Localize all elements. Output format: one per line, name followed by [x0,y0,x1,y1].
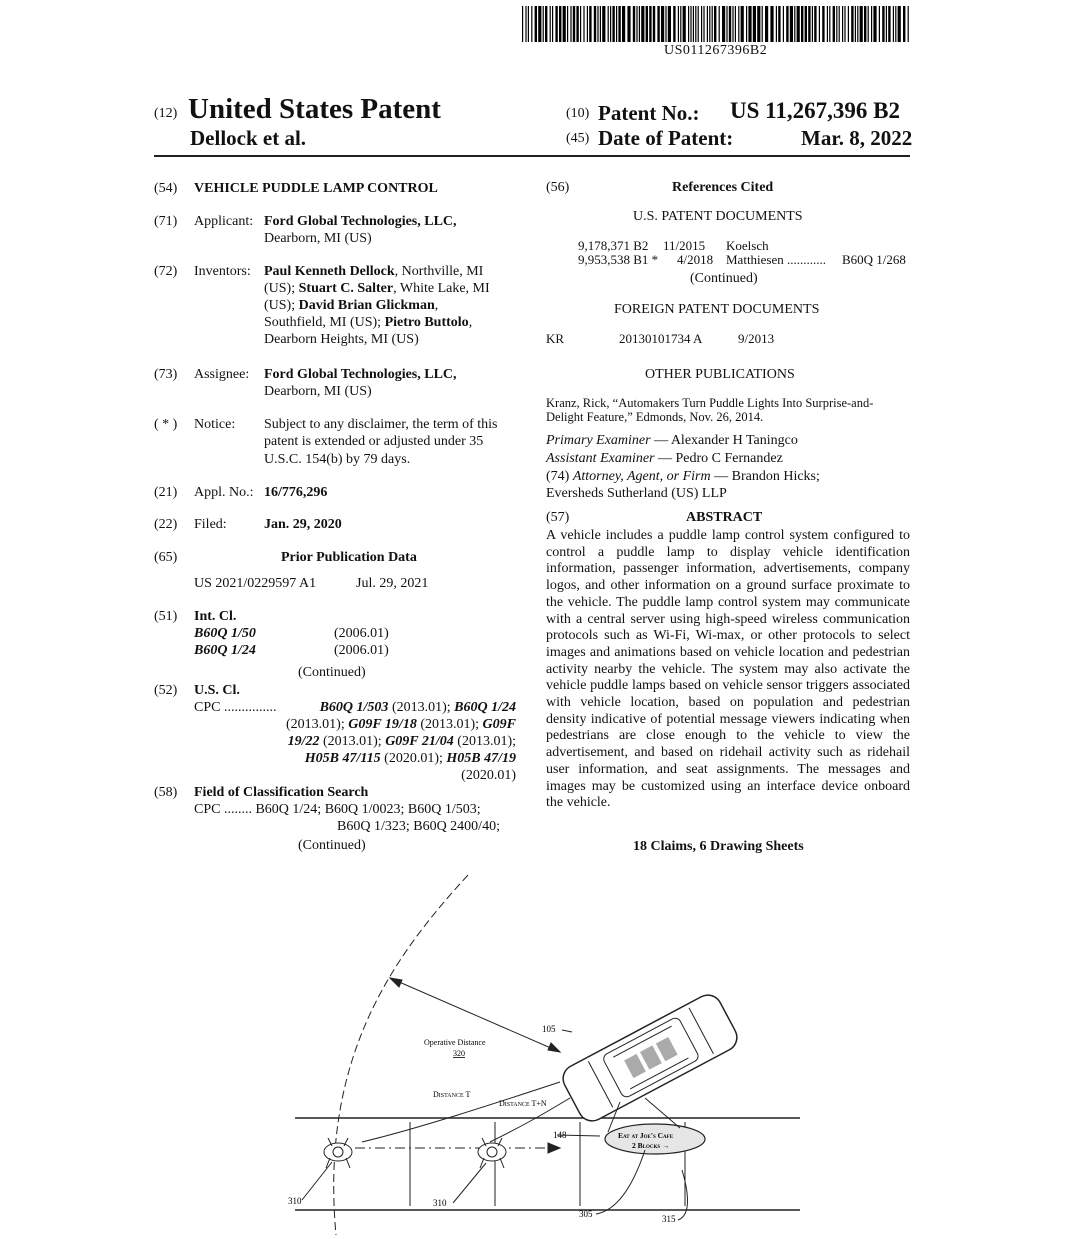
barcode-bar [698,6,699,42]
inventors-list [264,263,524,348]
barcode-bar [707,6,708,42]
assignee-label: Assignee: [194,367,250,382]
barcode-bar [808,6,810,42]
code-54: (54) [154,181,178,196]
barcode-bar [589,6,591,42]
us-doc-2-number: 9,953,538 B1 * [578,252,659,267]
barcode-bar [732,6,733,42]
barcode-bar [525,6,526,42]
label-310-b: 310 [433,1198,447,1208]
barcode-bar [786,6,788,42]
barcode-number: US011267396B2 [664,43,768,58]
notice-label: Notice: [194,417,236,432]
other-pub-line-1: Kranz, Rick, “Automakers Turn Puddle Lights Into Surprise-and- [546,396,874,410]
barcode-bar [678,6,679,42]
primary-examiner-name: — Alexander H Taningco [650,433,798,448]
us-cl-list [258,699,516,784]
us-cl-class: B60Q 1/24 [454,700,516,715]
barcode-bar [719,6,720,42]
barcode-bar [683,6,686,42]
assignee-name: Ford Global Technologies, LLC, [264,367,457,382]
barcode-bar [848,6,849,42]
invention-title: VEHICLE PUDDLE LAMP CONTROL [194,181,438,196]
barcode-bar [602,6,605,42]
barcode-bar [641,6,644,42]
appl-no: 16/776,296 [264,485,328,500]
vehicle [558,990,742,1126]
int-cl-2-version: (2006.01) [334,643,389,658]
barcode-bar [665,6,666,42]
us-doc-2-name: Matthiesen ............ [726,252,827,267]
barcode-bar [844,6,845,42]
patent-date: Mar. 8, 2022 [801,126,913,150]
barcode-bar [649,6,651,42]
code-22: (22) [154,517,178,532]
us-cl-line [258,699,516,716]
barcode-bar [600,6,601,42]
pedestrian-1-head [333,1147,343,1157]
us-cl-version: (2013.01); [319,734,386,749]
barcode-bar [783,6,784,42]
code-72: (72) [154,264,178,279]
appl-no-label: Appl. No.: [194,485,254,500]
inventor-name: Paul Kenneth Dellock [264,264,395,279]
barcode-bar [757,6,760,42]
barcode-bar [714,6,716,42]
assistant-examiner-name: — Pedro C Fernandez [654,451,783,466]
us-cl-version: (2020.01) [461,768,516,783]
barcode-bar [765,6,768,42]
barcode-bar [762,6,763,42]
barcode-bar [528,6,529,42]
us-cl-version: (2013.01); [453,734,516,749]
inventor-name: David Brian Glickman [298,298,435,313]
us-doc-2-class: B60Q 1/268 [842,252,906,267]
barcode-bar [610,6,611,42]
prior-pub-date: Jul. 29, 2021 [356,576,429,591]
code-51: (51) [154,609,178,624]
applicant-location: Dearborn, MI (US) [264,231,372,246]
sign-line-2: 2 Blocks → [632,1141,670,1150]
label-148: 148 [553,1130,567,1140]
patent-no-label: Patent No.: [598,101,700,125]
barcode-bar [639,6,640,42]
barcode-bar [701,6,702,42]
code-45: (45) [566,131,590,146]
date-label: Date of Patent: [598,126,734,150]
inventor-location: , [468,315,473,330]
barcode-bar [703,6,704,42]
barcode-bar [770,6,773,42]
barcode-bar [726,6,727,42]
barcode-bar [879,6,880,42]
label-105: 105 [542,1024,556,1034]
attorney-firm: Eversheds Sutherland (US) LLP [546,486,727,501]
us-doc-2-date: 4/2018 [677,252,714,267]
barcode-bar [778,6,780,42]
filed-date: Jan. 29, 2020 [264,517,342,532]
leader-310a [302,1162,332,1200]
us-cl-version: (2020.01); [380,751,447,766]
barcode-bar [903,6,905,42]
distance-tn-label: Distance T+N [499,1099,547,1108]
barcode-bar [570,6,571,42]
int-cl-1: B60Q 1/50 [194,626,256,641]
barcode-bar [627,6,630,42]
barcode-bar [633,6,635,42]
label-315: 315 [662,1214,676,1224]
barcode-bar [608,6,609,42]
patent-title: United States Patent [188,93,441,125]
foreign-number: 20130101734 A [619,331,703,346]
us-cl-class: G09F 21/04 [385,734,454,749]
barcode-bar [827,6,828,42]
notice-line-1: Subject to any disclaimer, the term of this [264,417,498,432]
front-page-figure [240,870,860,1235]
barcode-bar [873,6,876,42]
leader-105 [562,1030,572,1032]
barcode-bar [563,6,566,42]
notice-line-3: U.S.C. 154(b) by 79 days. [264,452,411,467]
barcode-bar [567,6,568,42]
barcode-bar [543,6,544,42]
inventors-line [264,314,524,331]
label-320: 320 [453,1049,465,1058]
barcode-bar [580,6,581,42]
barcode-bar [822,6,824,42]
barcode-bar [636,6,637,42]
barcode-bar [594,6,596,42]
other-pub-line-2: Delight Feature,” Edmonds, Nov. 26, 2014. [546,410,764,424]
barcode-bar [868,6,869,42]
us-docs-continued: (Continued) [690,271,758,286]
notice-line-2: patent is extended or adjusted under 35 [264,434,484,449]
barcode-bar [612,6,614,42]
inventor-name: Pietro Buttolo [384,315,469,330]
barcode-bar [738,6,739,42]
barcode-bar [748,6,751,42]
barcode-bar [622,6,625,42]
barcode-bar [657,6,659,42]
claims-summary: 18 Claims, 6 Drawing Sheets [633,839,804,854]
us-cl-line [258,716,516,733]
barcode-bar [801,6,803,42]
primary-examiner [546,432,798,449]
barcode-bar [860,6,863,42]
barcode-bar [871,6,872,42]
arrow-tail [548,1043,560,1052]
barcode-bar [550,6,551,42]
barcode-bar [833,6,835,42]
barcode-bar [545,6,547,42]
code-12: (12) [154,106,178,121]
code-56: (56) [546,180,570,195]
leader-310b [453,1163,486,1203]
applicant-label: Applicant: [194,214,254,229]
leader-315 [678,1170,688,1220]
attorney [546,468,820,485]
barcode-bar [776,6,777,42]
us-cl-class: 19/22 [287,734,320,749]
barcode-bar [819,6,820,42]
sign-line-1: Eat at Joe's Cafe [618,1131,674,1140]
pedestrian-2 [478,1138,506,1168]
foreign-heading: FOREIGN PATENT DOCUMENTS [614,302,820,317]
code-57: (57) [546,510,570,525]
leader-305 [596,1150,645,1214]
foreign-country: KR [546,331,565,346]
us-cl-version: (2013.01); [416,717,483,732]
us-cl-line [258,767,516,784]
code-73: (73) [154,367,178,382]
barcode-bar [690,6,691,42]
pedestrian-1 [324,1138,352,1168]
barcode-bar [673,6,675,42]
barcode-bar [741,6,744,42]
applicant-name: Ford Global Technologies, LLC, [264,214,457,229]
barcode-bar [908,6,909,42]
barcode-bar [573,6,575,42]
barcode-bar [559,6,561,42]
primary-examiner-label: Primary Examiner [546,433,651,448]
int-cl-continued: (Continued) [298,665,366,680]
us-doc-1-date: 11/2015 [663,238,706,253]
barcode-bar [668,6,671,42]
walking-arrow [548,1143,560,1153]
inventors-line [264,263,524,280]
operative-range-arc [334,875,471,1235]
inventor-location: , Northville, MI [394,264,484,279]
inventor-location: (US); [264,298,299,313]
barcode-bar [722,6,725,42]
us-docs-heading: U.S. PATENT DOCUMENTS [633,209,803,224]
inventors-line [264,280,524,297]
header-rule [154,155,910,157]
barcode-bar [753,6,756,42]
abstract-text: A vehicle includes a puddle lamp control system configured to control a puddle lamp to display vehicle identification information, passenger information, advertisements, company logos, and other information on a ground surface proximate to the vehicle. The puddle lamp control system may communicate with a central server using high-speed wireless communication protocols such as Wi-Fi, Wi-max, or other protocols to select images and animations based on vehicle location and pedestrian activity nearby the vehicle. The system may also activate the vehicle puddle lamps based on vehicle sensor triggers associated with vehicle location, based on population and pedestrian density indicative of potential message viewers indicating when pedestrians are close enough to the vehicle to view the advertisement, and based on ridehail activity such as ridehail user information, and seat assignments. The messages and images may be customized using an interface device onboard the vehicle. [546,528,910,811]
inventor-location: (US); [264,281,299,296]
inventors-line [264,297,524,314]
attorney-name: — Brandon Hicks; [710,469,820,484]
us-cl-class: G09F [482,717,516,732]
us-cl-class: H05B 47/19 [446,751,516,766]
inventor-name: Stuart C. Salter [298,281,394,296]
barcode-bar [735,6,736,42]
us-cl-heading: U.S. Cl. [194,683,240,698]
barcode-bar [836,6,837,42]
barcode-bar [790,6,793,42]
code-71: (71) [154,214,178,229]
barcode-bar [729,6,731,42]
barcode-bar [814,6,816,42]
field-search-heading: Field of Classification Search [194,785,369,800]
barcode-bar [538,6,541,42]
barcode-bar [695,6,696,42]
other-pub-heading: OTHER PUBLICATIONS [645,367,795,382]
barcode-bar [812,6,813,42]
field-search-line-2: B60Q 1/323; B60Q 2400/40; [337,819,500,834]
filed-label: Filed: [194,517,227,532]
barcode-bar [693,6,694,42]
inventor-location: , [434,298,439,313]
barcode-bar [855,6,856,42]
notice-code: ( * ) [154,417,178,432]
inventor-location: Dearborn Heights, MI (US) [264,332,419,347]
barcode-bar [709,6,710,42]
us-cl-cpc-label: CPC ............... [194,700,277,715]
barcode-bar [864,6,866,42]
barcode-bar [893,6,894,42]
label-310-a: 310 [288,1196,302,1206]
code-21: (21) [154,485,178,500]
inventor-location: Southfield, MI (US); [264,315,385,330]
field-search-continued: (Continued) [298,838,366,853]
field-search-cpc: CPC ........ B60Q 1/24; B60Q 1/0023; B60Q 1/503; [194,802,481,817]
code-58: (58) [154,785,178,800]
label-305: 305 [579,1209,593,1219]
code-65: (65) [154,550,178,565]
us-cl-class: H05B 47/115 [304,751,381,766]
barcode-bar [794,6,795,42]
us-cl-line [258,733,516,750]
us-cl-class: G09F 19/18 [348,717,417,732]
barcode-bar [531,6,532,42]
int-cl-2: B60Q 1/24 [194,643,256,658]
barcode-bar [895,6,896,42]
int-cl-1-version: (2006.01) [334,626,389,641]
abstract-heading: ABSTRACT [686,510,763,525]
barcode-bar [576,6,578,42]
pedestrian-2-head [487,1147,497,1157]
barcode-bar [839,6,840,42]
barcode-bar [805,6,807,42]
barcode-bar [535,6,537,42]
barcode-bar [712,6,713,42]
us-cl-class: B60Q 1/503 [319,700,389,715]
barcode-bar [886,6,887,42]
inventors-line [264,331,524,348]
operative-distance-label: Operative Distance [424,1038,486,1047]
barcode-bar [680,6,681,42]
barcode-bar [522,6,523,42]
assignee-location: Dearborn, MI (US) [264,384,372,399]
barcode-bar [688,6,689,42]
barcode-bar [898,6,901,42]
barcode-bar [842,6,843,42]
distance-t-label: Distance T [433,1090,471,1099]
assistant-examiner-label: Assistant Examiner [546,451,655,466]
barcode-bar [552,6,553,42]
us-doc-1-number: 9,178,371 B2 [578,238,649,253]
barcode-bar [616,6,617,42]
int-cl-heading: Int. Cl. [194,609,237,624]
inventors-label: Inventors: [194,264,251,279]
us-doc-1-name: Koelsch [726,238,769,253]
barcode-bar [597,6,598,42]
barcode-bar [653,6,655,42]
code-52: (52) [154,683,178,698]
references-heading: References Cited [672,180,774,195]
us-cl-line [258,750,516,767]
barcode-bar [661,6,664,42]
barcode-bar [882,6,884,42]
inventor-location: , White Lake, MI [393,281,490,296]
code-10: (10) [566,106,590,121]
prior-pub-heading: Prior Publication Data [281,550,417,565]
foreign-date: 9/2013 [738,331,775,346]
barcode-bar [797,6,800,42]
barcode-bar [829,6,830,42]
barcode-bar [746,6,747,42]
barcode-bar [857,6,858,42]
barcode-bar [618,6,620,42]
barcode-bar [851,6,853,42]
barcode-bar [646,6,648,42]
attorney-label: Attorney, Agent, or Firm [572,469,711,484]
arrow-head [390,978,402,987]
us-cl-version: (2013.01); [388,700,455,715]
barcode-bar [555,6,557,42]
barcode [522,6,910,42]
barcode-bar [583,6,584,42]
assistant-examiner [546,450,783,467]
barcode-bar [888,6,890,42]
prior-pub-number: US 2021/0229597 A1 [194,576,317,591]
us-cl-version: (2013.01); [286,717,349,732]
barcode-bar [587,6,588,42]
attorney-code: (74) [546,469,573,484]
authors: Dellock et al. [190,126,307,150]
patent-number: US 11,267,396 B2 [730,98,900,123]
